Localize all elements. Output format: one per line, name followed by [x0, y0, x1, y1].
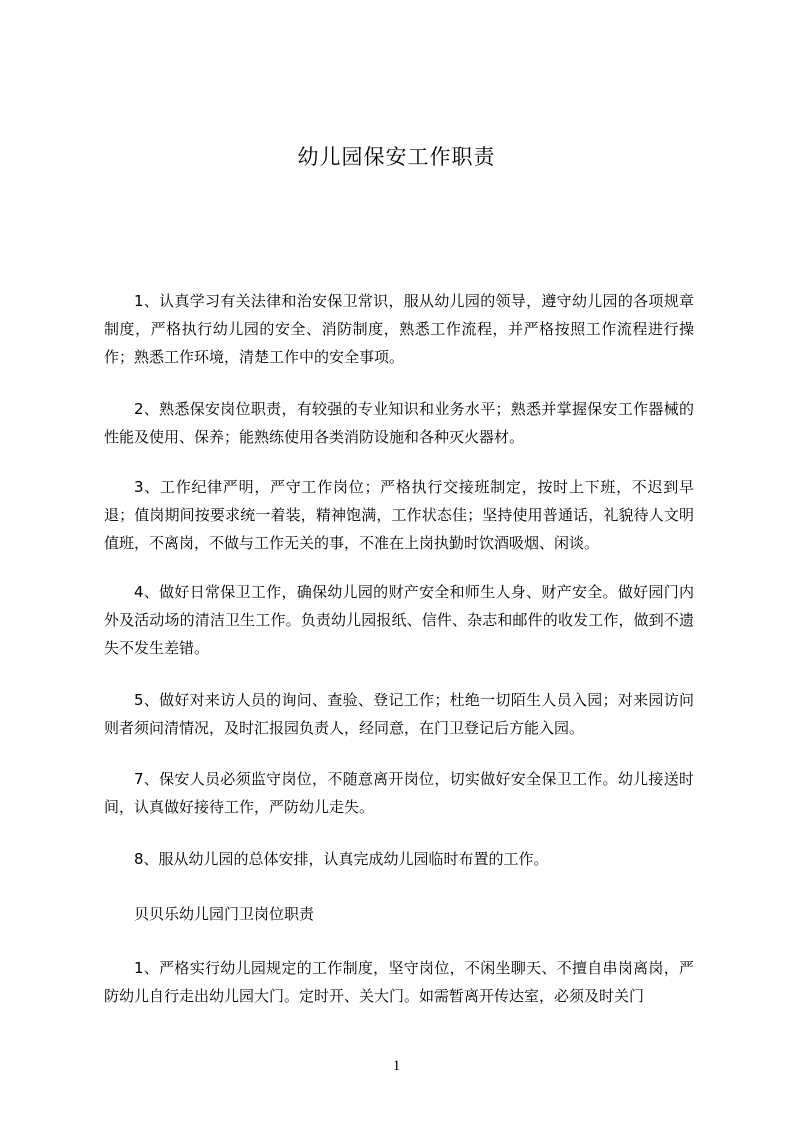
section-heading: 贝贝乐幼儿园门卫岗位职责 [134, 905, 315, 923]
paragraph-4: 4、做好日常保卫工作，确保幼儿园的财产安全和师生人身、财产安全。做好园门内外及活动场的清洁卫生工作。负责幼儿园报纸、信件、杂志和邮件的收发工作，做到不遗失不发生差错。 [104, 583, 694, 657]
paragraph-3: 3、工作纪律严明，严守工作岗位；严格执行交接班制定，按时上下班，不迟到早退；值岗期间按要求统一着装，精神饱满，工作状态佳；坚持使用普通话，礼貌待人文明值班，不离岗，不做与工作无关的事，不准在上岗执勤时饮酒吸烟、闲谈。 [104, 478, 694, 552]
section-paragraph-1: 1、严格实行幼儿园规定的工作制度，坚守岗位，不闲坐聊天、不擅自串岗离岗，严防幼儿自行走出幼儿园大门。定时开、关大门。如需暂离开传达室，必须及时关门 [104, 959, 694, 1005]
paragraph-2: 2、熟悉保安岗位职责，有较强的专业知识和业务水平；熟悉并掌握保安工作器械的性能及使用、保养；能熟练使用各类消防设施和各种灭火器材。 [104, 400, 694, 446]
page-title: 幼儿园保安工作职责 [297, 145, 496, 169]
paragraph-8: 8、服从幼儿园的总体安排，认真完成幼儿园临时布置的工作。 [134, 850, 549, 868]
paragraph-5: 5、做好对来访人员的询问、查验、登记工作；杜绝一切陌生人员入园；对来园访问则者须问清情况，及时汇报园负责人，经同意，在门卫登记后方能入园。 [104, 691, 694, 737]
paragraph-7: 7、保安人员必须监守岗位，不随意离开岗位，切实做好安全保卫工作。幼儿接送时间，认真做好接待工作，严防幼儿走失。 [104, 770, 694, 816]
page-number: 1 [392, 1058, 401, 1074]
paragraph-1: 1、认真学习有关法律和治安保卫常识，服从幼儿园的领导，遵守幼儿园的各项规章制度，严格执行幼儿园的安全、消防制度，熟悉工作流程，并严格按照工作流程进行操作；熟悉工作环境，清楚工作中的安全事项。 [104, 292, 694, 366]
